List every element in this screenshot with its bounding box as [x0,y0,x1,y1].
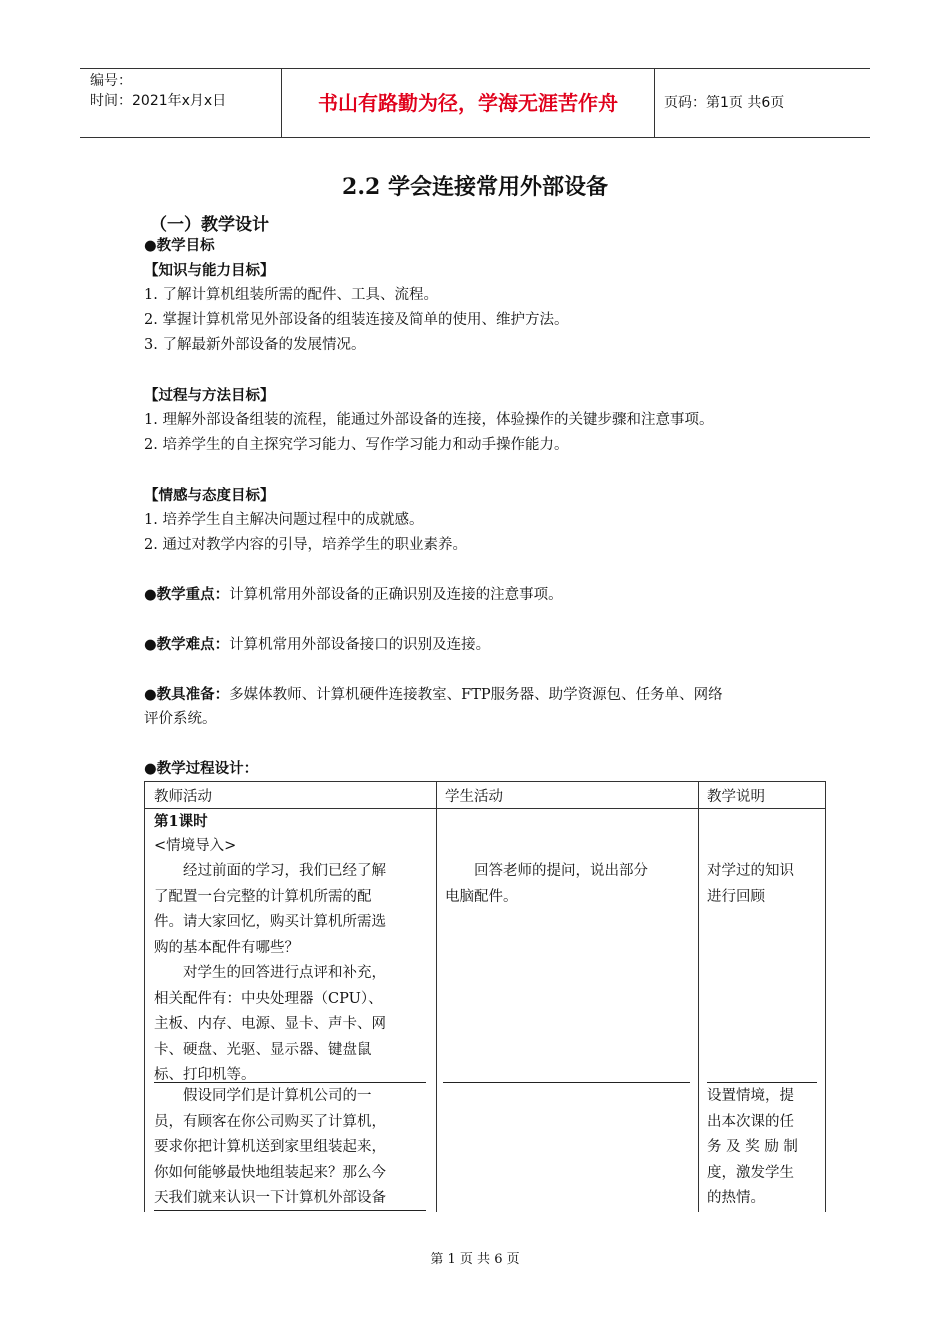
knowledge-item: 1. 了解计算机组装所需的配件、工具、流程。 [144,287,438,303]
goals-heading: ●教学目标 [144,237,215,254]
text-line: 购的基本配件有哪些？ [154,939,299,956]
text-line: 了配置一台完整的计算机所需的配 [154,888,372,905]
tools-label: ●教具准备： [144,686,230,703]
teacher-activity-scenario [154,1084,426,1212]
text-line: 的热情。 [707,1190,765,1206]
page-footer: 第 1 页 共 6 页 [430,1252,520,1267]
row-divider [443,1082,690,1083]
column-header-teacher: 教师活动 [154,789,212,805]
difficulty-label: ●教学难点： [144,636,230,653]
date-label: 时间：2021年x月x日 [90,93,227,109]
process-table [144,781,826,1212]
key-point-text: 计算机常用外部设备的正确识别及连接的注意事项。 [229,587,563,603]
key-point [144,582,563,608]
key-point-label: ●教学重点： [144,586,230,603]
table-column-divider [698,782,699,1212]
emotion-item: 2. 通过对教学内容的引导，培养学生的职业素养。 [144,537,467,553]
text-line: 出本次课的任 [707,1113,794,1130]
text-line: 相关配件有：中央处理器（CPU）、 [154,990,383,1007]
header-motto: 书山有路勤为径，学海无涯苦作舟 [318,91,618,115]
text-line: 要求你把计算机送到家里组装起来， [154,1139,386,1155]
header-divider [654,69,655,137]
section-title: （一）教学设计 [150,215,269,235]
scene-label: <情境导入> [154,838,237,854]
text-line: 电脑配件。 [445,888,518,905]
column-header-note: 教学说明 [707,789,765,805]
text-line: 设置情境，提 [707,1088,794,1104]
difficulty-text: 计算机常用外部设备接口的识别及连接。 [229,637,491,653]
row-divider [154,1082,426,1083]
text-line: 回答老师的提问，说出部分 [445,863,648,879]
knowledge-item: 3. 了解最新外部设备的发展情况。 [144,337,366,353]
table-header-divider [145,808,825,809]
process-item: 2. 培养学生的自主探究学习能力、写作学习能力和动手操作能力。 [144,437,569,453]
difficulty [144,632,490,658]
tools-text-continued: 评价系统。 [144,711,217,727]
lesson-label: 第1课时 [154,813,208,830]
text-line: 你如何能够最快地组装起来？那么今 [154,1164,386,1181]
text-line: 标、打印机等。 [154,1067,256,1083]
text-line: 进行回顾 [707,888,765,905]
column-header-student: 学生活动 [445,789,503,805]
process-heading: 【过程与方法目标】 [144,387,275,404]
document-title: 2.2 学会连接常用外部设备 [342,174,608,200]
teaching-note-scenario [707,1084,819,1212]
text-line: 务 及 奖 励 制 [707,1139,798,1155]
knowledge-heading: 【知识与能力目标】 [144,262,275,279]
process-item: 1. 理解外部设备组装的流程，能通过外部设备的连接，体验操作的关键步骤和注意事项。 [144,412,714,428]
student-activity-intro [445,859,693,910]
emotion-item: 1. 培养学生自主解决问题过程中的成就感。 [144,512,424,528]
row-divider [707,1082,817,1083]
tools-text: 多媒体教师、计算机硬件连接教室、FTP服务器、助学资源包、任务单、网络 [229,687,723,703]
row-divider [154,1210,426,1211]
page-header [80,68,870,138]
text-line: 对学生的回答进行点评和补充， [154,965,386,981]
tools [144,682,723,708]
text-line: 员，有顾客在你公司购买了计算机， [154,1113,386,1130]
process-design-heading: ●教学过程设计： [144,760,259,777]
text-line: 度，激发学生 [707,1164,794,1181]
header-page-number: 页码：第1页 共6页 [664,95,785,111]
teaching-note-intro [707,859,819,910]
text-line: 卡、硬盘、光驱、显示器、键盘鼠 [154,1041,372,1058]
knowledge-item: 2. 掌握计算机常见外部设备的组装连接及简单的使用、维护方法。 [144,312,569,328]
text-line: 主板、内存、电源、显卡、声卡、网 [154,1016,386,1032]
header-meta [90,71,280,111]
serial-label: 编号： [90,73,132,89]
text-line: 经过前面的学习，我们已经了解 [154,863,386,879]
emotion-heading: 【情感与态度目标】 [144,487,275,504]
table-column-divider [436,782,437,1212]
text-line: 对学过的知识 [707,863,794,879]
teacher-activity-intro [154,859,426,1089]
text-line: 件。请大家回忆，购买计算机所需选 [154,914,386,930]
text-line: 天我们就来认识一下计算机外部设备 [154,1190,386,1206]
text-line: 假设同学们是计算机公司的一 [154,1088,372,1104]
